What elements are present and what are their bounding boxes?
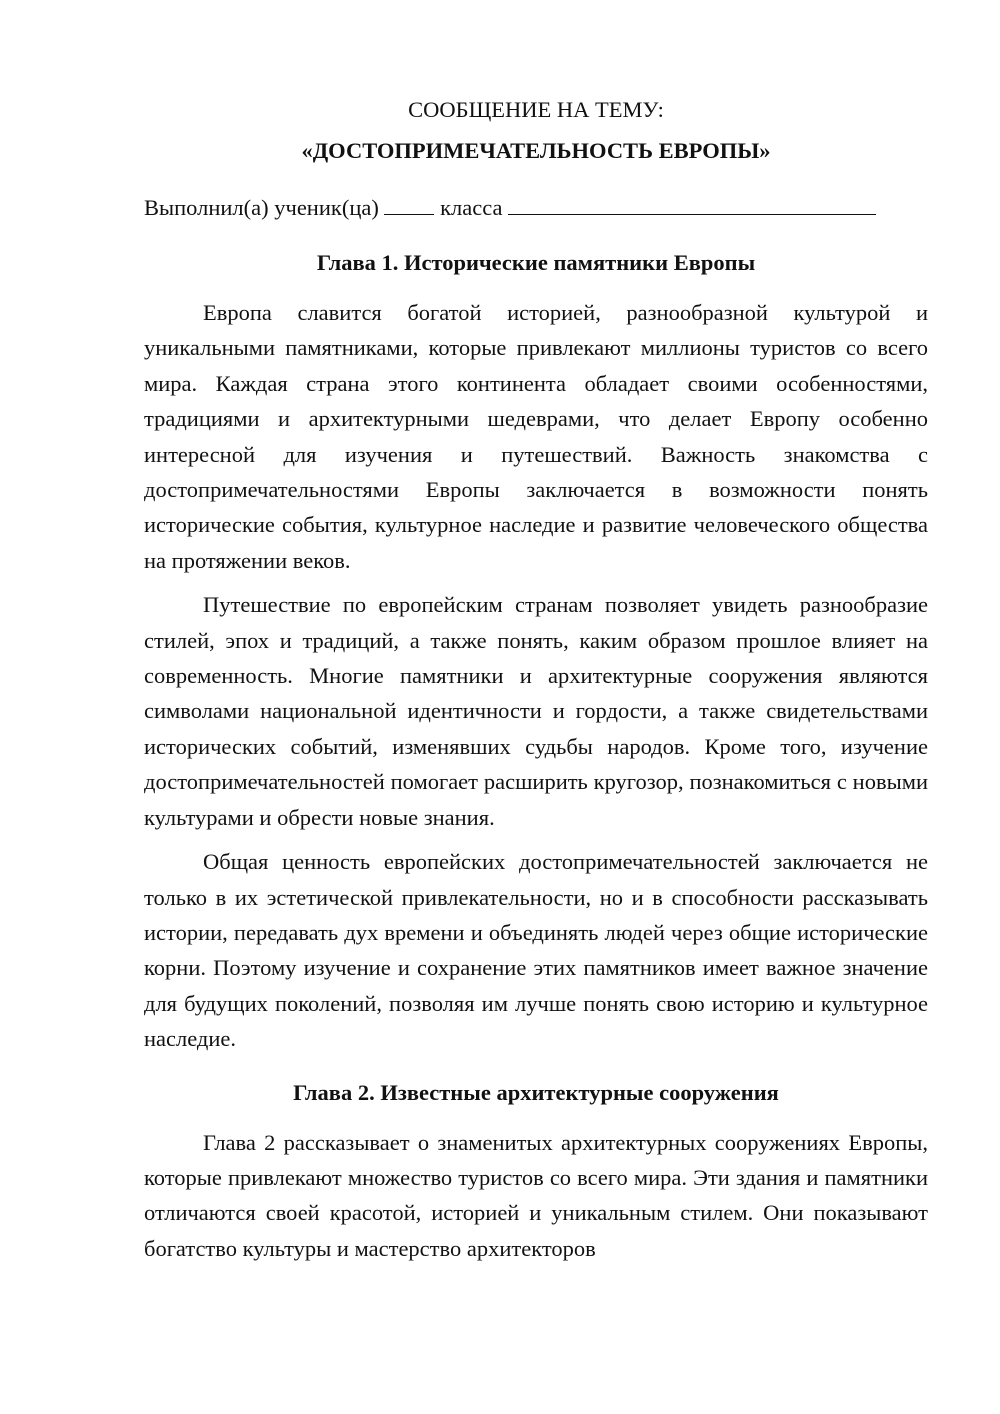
student-info-line xyxy=(144,190,928,225)
chapter1-paragraph: Путешествие по европейским странам позволяет увидеть разнообразие стилей, эпох и традиций, а также понять, каким образом прошлое влияет на современность. Многие памятники и архитектурные сооружения являются символами национальной идентичности и гордости, а также свидетельствами исторических событий, изменявших судьбы народов. Кроме того, изучение достопримечательностей помогает расширить кругозор, познакомиться с новыми культурами и обрести новые знания. xyxy=(144,592,928,830)
document-title-line2: «ДОСТОПРИМЕЧАТЕЛЬНОСТЬ ЕВРОПЫ» xyxy=(301,138,771,163)
chapter1-heading: Глава 1. Исторические памятники Европы xyxy=(316,250,756,275)
document-page xyxy=(144,92,928,1266)
chapter1-paragraph: Европа славится богатой историей, разнообразной культурой и уникальными памятниками, которые привлекают миллионы туристов со всего мира. Каждая страна этого континента обладает своими особенностями, традициями и архитектурными шедеврами, что делает Европу особенно интересной для изучения и путешествий. Важность знакомства с достопримечательностями Европы заключается в возможности понять исторические события, культурное наследие и развитие человеческого общества на протяжении веков. xyxy=(144,300,928,573)
chapter1-paragraph: Общая ценность европейских достопримечательностей заключается не только в их эстетической привлекательности, но и в способности рассказывать истории, передавать дух времени и объединять людей через общие исторические корни. Поэтому изучение и сохранение этих памятников имеет важное значение для будущих поколений, позволяя им лучше понять свою историю и культурное наследие. xyxy=(144,849,928,1052)
chapter2-heading: Глава 2. Известные архитектурные сооружения xyxy=(293,1079,779,1105)
document-title-line1: СООБЩЕНИЕ НА ТЕМУ: xyxy=(408,97,664,122)
student-name-blank[interactable] xyxy=(508,194,876,215)
chapter2-paragraph: Глава 2 рассказывает о знаменитых архитектурных сооружениях Европы, которые привлекают множество туристов со всего мира. Эти здания и памятники отличаются своей красотой, историей и уникальным стилем. Они показывают богатство культуры и мастерство архитекторов xyxy=(144,1129,928,1261)
class-number-blank[interactable] xyxy=(384,194,434,215)
class-label: класса xyxy=(440,195,503,220)
student-label: Выполнил(а) ученик(ца) xyxy=(144,195,379,220)
